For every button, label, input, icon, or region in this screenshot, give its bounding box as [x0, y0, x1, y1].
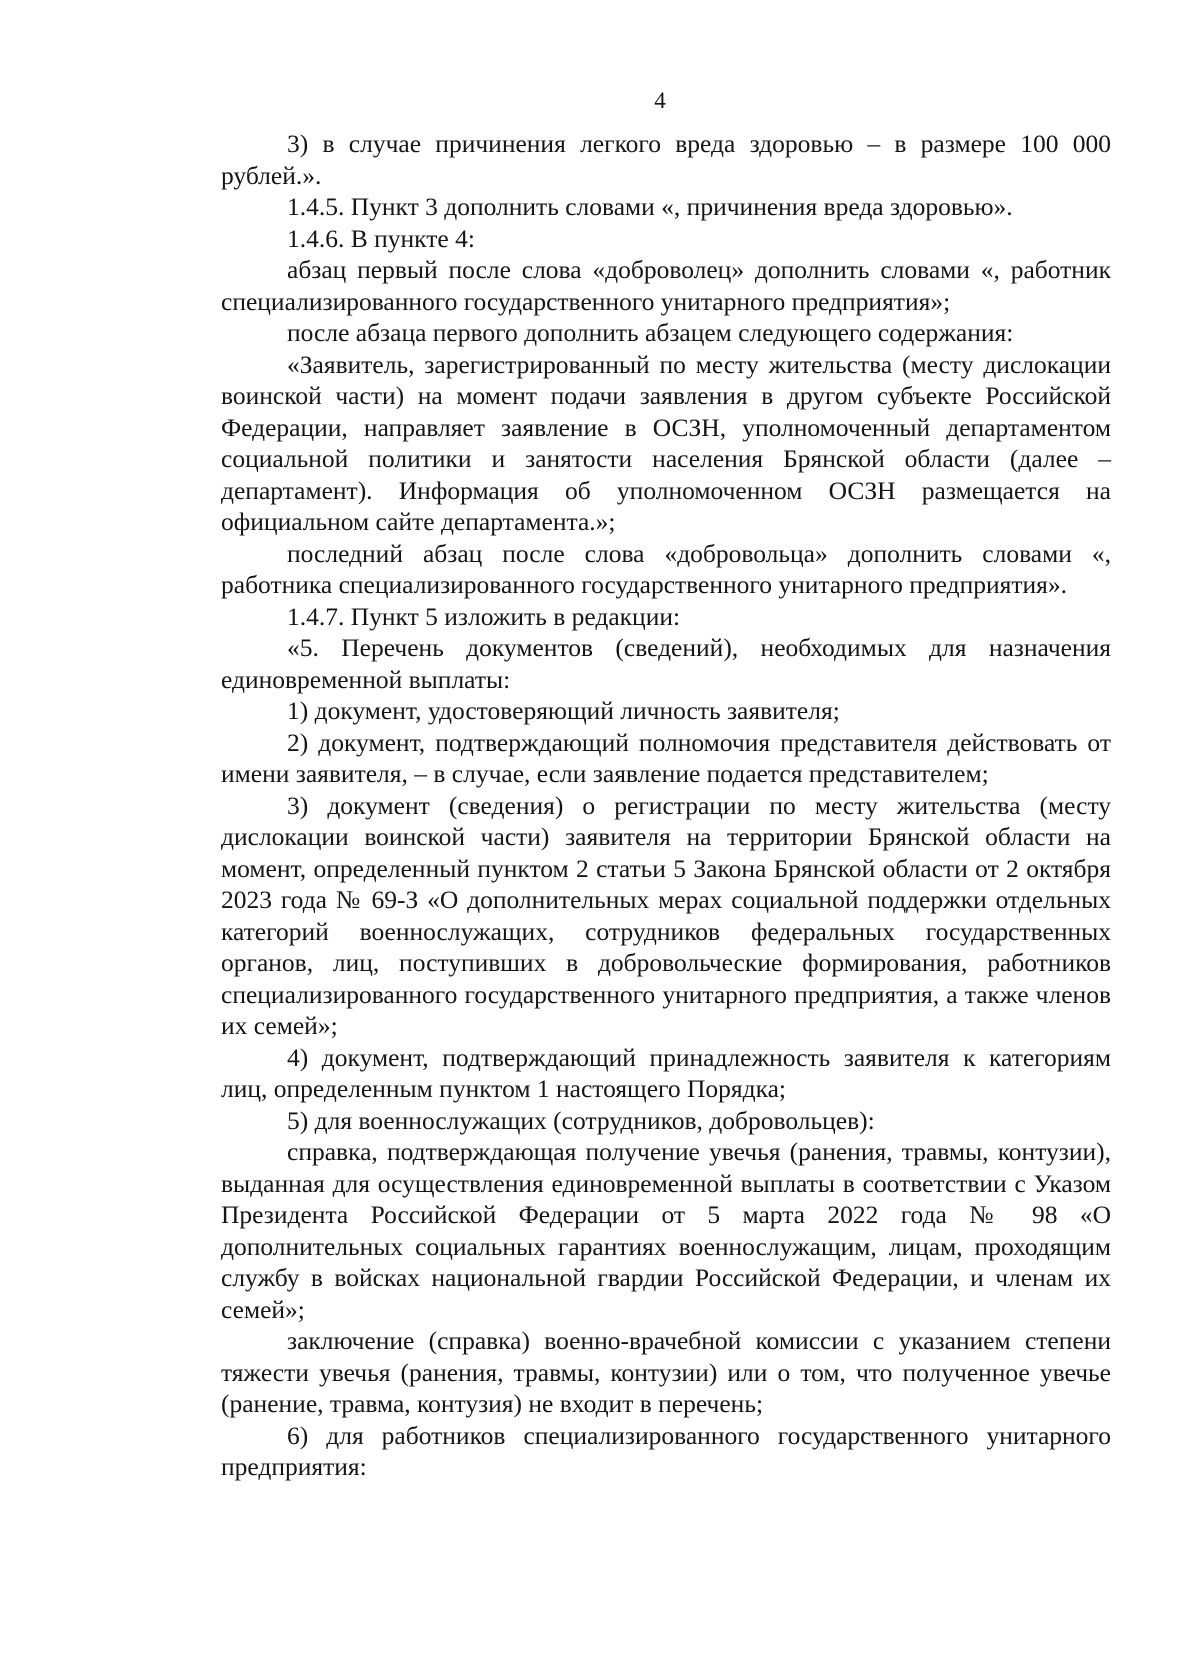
paragraph: 5) для военнослужащих (сотрудников, добровольцев): — [287, 1105, 875, 1135]
paragraph: 3) в случае причинения легкого вреда здоровью – в размере 100 000 рублей.». — [221, 129, 1111, 190]
paragraph: последний абзац после слова «добровольца» дополнить словами «, работника специализированного государственного унитарного предприятия». — [221, 538, 1111, 599]
paragraph: 1.4.5. Пункт 3 дополнить словами «, причинения вреда здоровью». — [287, 192, 1013, 221]
paragraph: заключение (справка) военно-врачебной комиссии с указанием степени тяжести увечья (ранения, травмы, контузии) или о том, что полученное увечье (ранение, травма, контузия) не входит в перечень; — [221, 1326, 1111, 1418]
paragraph: 2) документ, подтверждающий полномочия представителя действовать от имени заявителя, – в случае, если заявление подается представителем; — [221, 727, 1111, 788]
page-number: 4 — [654, 88, 666, 113]
document-body — [221, 128, 1111, 1483]
paragraph: 1.4.7. Пункт 5 изложить в редакции: — [287, 601, 681, 631]
paragraph: 3) документ (сведения) о регистрации по месту жительства (месту дислокации воинской части) заявителя на территории Брянской области на момент, определенный пунктом 2 статьи 5 Закона Брянской области от 2 октября 2023 года № 69-З «О дополнительных мерах социальной поддержки отдельных категорий военнослужащих, сотрудников федеральных государственных органов, лиц, поступивших в добровольческие формирования, работников специализированного государственного унитарного предприятия, а также членов их семей»; — [221, 790, 1111, 1040]
paragraph: «Заявитель, зарегистрированный по месту жительства (месту дислокации воинской части) на момент подачи заявления в другом субъекте Российской Федерации, направляет заявление в ОСЗН, уполномоченный департаментом социальной политики и занятости населения Брянской области (далее – департамент). Информация об уполномоченном ОСЗН размещается на официальном сайте департамента.»; — [221, 349, 1111, 536]
paragraph: 1) документ, удостоверяющий личность заявителя; — [287, 696, 840, 725]
paragraph: после абзаца первого дополнить абзацем следующего содержания: — [287, 318, 1014, 347]
paragraph: абзац первый после слова «доброволец» дополнить словами «, работник специализированного государственного унитарного предприятия»; — [221, 255, 1111, 316]
paragraph: «5. Перечень документов (сведений), необходимых для назначения единовременной выплаты: — [221, 633, 1111, 694]
paragraph: 1.4.6. В пункте 4: — [287, 223, 475, 253]
paragraph: 4) документ, подтверждающий принадлежность заявителя к категориям лиц, определенным пунктом 1 настоящего Порядка; — [221, 1042, 1111, 1103]
paragraph: справка, подтверждающая получение увечья (ранения, травмы, контузии), выданная для осуществления единовременной выплаты в соответствии с Указом Президента Российской Федерации от 5 марта 2022 года № 98 «О дополнительных социальных гарантиях военнослужащим, лицам, проходящим службу в войсках национальной гвардии Российской Федерации, и членам их семей»; — [221, 1137, 1111, 1324]
paragraph: 6) для работников специализированного государственного унитарного предприятия: — [221, 1420, 1111, 1481]
